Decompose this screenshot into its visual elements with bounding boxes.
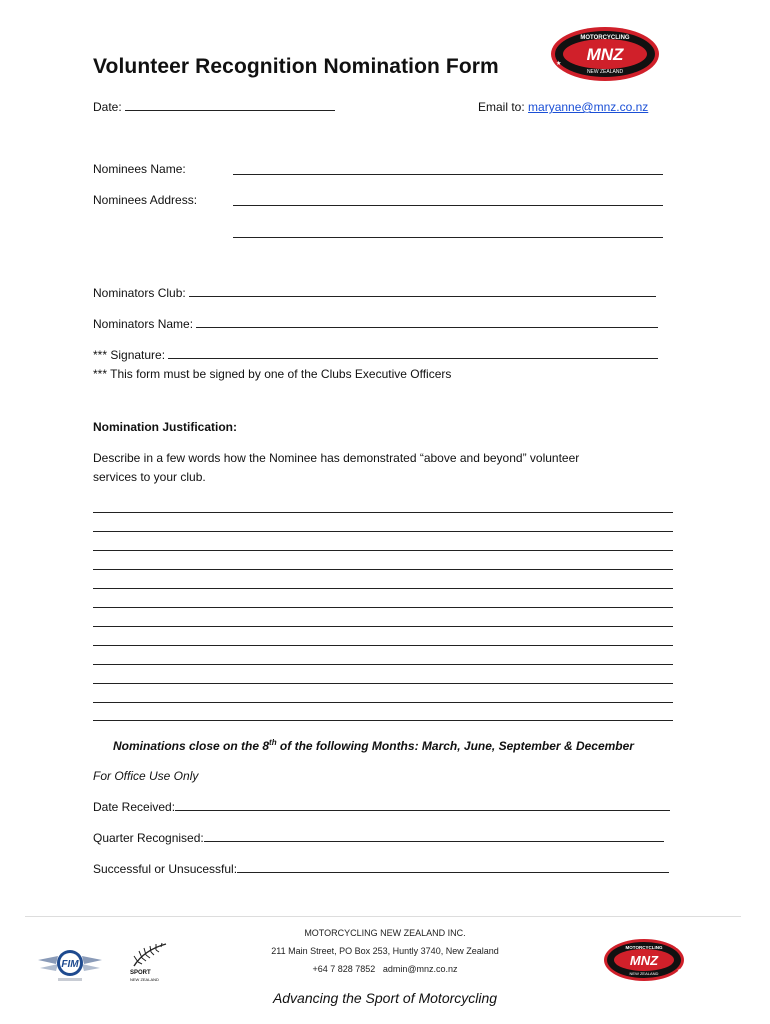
nominator-club-field[interactable] <box>93 286 656 300</box>
svg-text:★: ★ <box>675 944 680 950</box>
svg-text:★: ★ <box>654 67 660 73</box>
nominator-name-label: Nominators Name: <box>93 317 194 331</box>
office-use-heading: For Office Use Only <box>93 769 199 783</box>
justification-heading: Nomination Justification: <box>93 420 237 434</box>
signature-line[interactable] <box>168 349 658 359</box>
deadline-suffix: of the following Months: March, June, September & December <box>276 739 634 753</box>
deadline-prefix: Nominations close on the 8 <box>113 739 270 753</box>
svg-text:MOTORCYCLING: MOTORCYCLING <box>580 35 630 41</box>
signature-field[interactable] <box>93 348 658 362</box>
nominee-address-line-2[interactable] <box>233 228 663 238</box>
justification-line[interactable] <box>93 531 673 532</box>
nominee-address-label: Nominees Address: <box>93 193 198 207</box>
email-label: Email to: <box>478 100 525 114</box>
date-received-label: Date Received: <box>93 800 176 814</box>
signature-note: *** This form must be signed by one of the Clubs Executive Officers <box>93 367 452 381</box>
deadline-superscript: th <box>269 738 277 747</box>
nominee-name-label: Nominees Name: <box>93 162 186 176</box>
quarter-recognised-label: Quarter Recognised: <box>93 831 204 845</box>
fim-logo <box>36 944 104 984</box>
mnz-logo <box>550 25 665 83</box>
email-link[interactable]: maryanne@mnz.co.nz <box>528 100 649 114</box>
justification-line[interactable] <box>93 664 673 665</box>
svg-text:NEW ZEALAND: NEW ZEALAND <box>629 971 659 976</box>
justification-line[interactable] <box>93 645 673 646</box>
svg-text:NEW ZEALAND: NEW ZEALAND <box>130 977 159 982</box>
success-label: Successful or Unsucessful: <box>93 862 238 876</box>
justification-line[interactable] <box>93 569 673 570</box>
footer-address: 211 Main Street, PO Box 253, Huntly 3740, New Zealand <box>271 946 499 956</box>
justification-line[interactable] <box>93 588 673 589</box>
success-line[interactable] <box>237 863 669 873</box>
svg-text:★: ★ <box>677 968 682 974</box>
signature-label: *** Signature: <box>93 348 166 362</box>
date-label: Date: <box>93 100 122 114</box>
justification-line[interactable] <box>93 607 673 608</box>
footer-divider <box>25 916 741 917</box>
svg-text:NEW ZEALAND: NEW ZEALAND <box>586 69 624 75</box>
svg-text:MNZ: MNZ <box>586 45 624 64</box>
svg-text:★: ★ <box>650 32 657 39</box>
deadline-note <box>113 738 634 753</box>
email-line <box>478 100 648 114</box>
justification-line[interactable] <box>93 626 673 627</box>
nominator-club-label: Nominators Club: <box>93 286 186 300</box>
justification-line[interactable] <box>93 512 673 513</box>
justification-prompt-2: services to your club. <box>93 470 206 484</box>
quarter-recognised-line[interactable] <box>204 832 664 842</box>
mnz-footer-logo <box>603 938 687 982</box>
justification-prompt-1: Describe in a few words how the Nominee has demonstrated “above and beyond” volunteer <box>93 451 580 465</box>
date-received-field[interactable] <box>93 800 670 814</box>
nominee-name-line[interactable] <box>233 165 663 175</box>
footer-org-name: MOTORCYCLING NEW ZEALAND INC. <box>304 928 466 938</box>
justification-line[interactable] <box>93 702 673 703</box>
date-field[interactable] <box>93 100 335 114</box>
footer-tagline: Advancing the Sport of Motorcycling <box>272 990 498 1006</box>
nominator-club-line[interactable] <box>189 287 656 297</box>
svg-text:MOTORCYCLING: MOTORCYCLING <box>625 945 663 950</box>
justification-line[interactable] <box>93 720 673 721</box>
svg-text:SPORT: SPORT <box>130 970 151 976</box>
nominator-name-field[interactable] <box>93 317 658 331</box>
svg-text:MNZ: MNZ <box>629 953 659 968</box>
svg-text:FIM: FIM <box>61 959 79 970</box>
success-field[interactable] <box>93 862 669 876</box>
date-received-line[interactable] <box>175 801 670 811</box>
nominee-address-line-1[interactable] <box>233 196 663 206</box>
nominator-name-line[interactable] <box>196 318 658 328</box>
sport-nz-logo <box>128 940 172 984</box>
quarter-recognised-field[interactable] <box>93 831 664 845</box>
footer-email[interactable]: admin@mnz.co.nz <box>382 964 458 974</box>
svg-text:★: ★ <box>556 61 562 67</box>
justification-line[interactable] <box>93 683 673 684</box>
page-title: Volunteer Recognition Nomination Form <box>93 55 499 78</box>
date-line[interactable] <box>125 101 335 111</box>
justification-line[interactable] <box>93 550 673 551</box>
footer-phone: +64 7 828 7852 <box>312 964 376 974</box>
